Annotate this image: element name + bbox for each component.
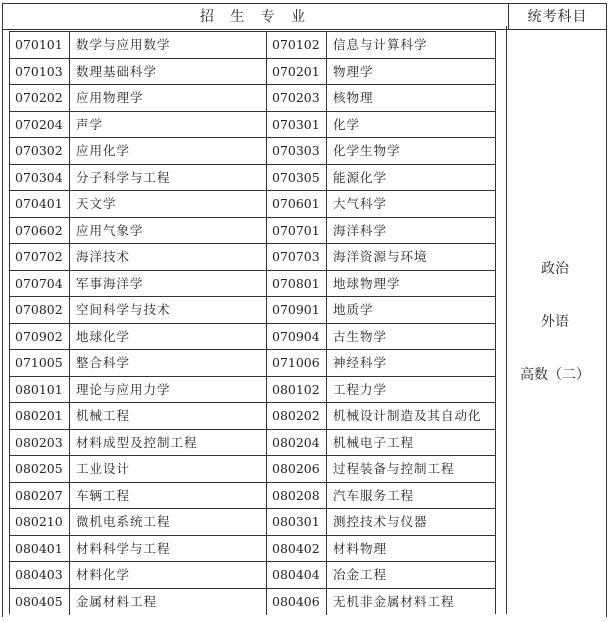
major-name: 工程力学	[333, 381, 388, 397]
table-row	[10, 191, 495, 218]
table-row	[10, 456, 495, 483]
major-code: 070103	[10, 59, 70, 85]
table-row	[10, 430, 495, 457]
major-code: 070601	[267, 191, 327, 217]
table-row	[10, 324, 495, 351]
table-row	[10, 589, 495, 616]
major-code: 080406	[267, 589, 327, 616]
major-code: 070802	[10, 297, 70, 323]
major-name: 能源化学	[333, 169, 388, 185]
major-code: 080301	[267, 509, 327, 535]
major-name: 海洋技术	[70, 244, 267, 270]
major-name: 分子科学与工程	[70, 165, 267, 191]
major-name: 机械设计制造及其自动化	[333, 408, 482, 423]
table-row	[10, 244, 495, 271]
major-name: 应用物理学	[70, 85, 267, 111]
major-name: 材料成型及控制工程	[70, 430, 267, 456]
table-row	[10, 32, 495, 59]
major-name: 材料科学与工程	[70, 536, 267, 562]
major-name: 海洋科学	[333, 222, 388, 238]
major-name: 材料化学	[70, 562, 267, 588]
major-code: 070304	[10, 165, 70, 191]
exam-subject: 政治	[541, 261, 569, 277]
table-row	[10, 509, 495, 536]
major-code: 080202	[267, 403, 327, 429]
major-code: 080402	[267, 536, 327, 562]
major-code: 070301	[267, 112, 327, 138]
major-name: 物理学	[333, 63, 374, 79]
major-name: 地球化学	[70, 324, 267, 350]
table-row	[10, 377, 495, 404]
major-name: 化学	[333, 116, 361, 132]
header-major: 招 生 专 业	[3, 4, 509, 30]
table-row	[10, 165, 495, 192]
major-name: 车辆工程	[70, 483, 267, 509]
major-name: 地质学	[333, 302, 374, 317]
major-code: 080404	[267, 562, 327, 588]
major-code: 080102	[267, 377, 327, 403]
major-code: 070602	[10, 218, 70, 244]
major-grid	[9, 31, 496, 614]
major-name: 汽车服务工程	[333, 487, 415, 503]
major-code: 070801	[267, 271, 327, 297]
major-code: 070204	[10, 112, 70, 138]
major-name: 机械电子工程	[333, 434, 415, 450]
major-code: 070202	[10, 85, 70, 111]
major-name: 数理基础科学	[70, 59, 267, 85]
major-code: 070401	[10, 191, 70, 217]
table-row	[10, 350, 495, 377]
major-name: 应用气象学	[70, 218, 267, 244]
major-name: 军事海洋学	[70, 271, 267, 297]
major-code: 080401	[10, 536, 70, 562]
major-code: 070701	[267, 218, 327, 244]
table-row	[10, 59, 495, 86]
major-name: 微机电系统工程	[70, 509, 267, 535]
table-row	[10, 483, 495, 510]
major-code: 080210	[10, 509, 70, 535]
major-code: 071005	[10, 350, 70, 376]
table-row	[10, 85, 495, 112]
major-name: 大气科学	[333, 196, 388, 211]
major-code: 080206	[267, 456, 327, 482]
major-code: 080101	[10, 377, 70, 403]
major-name: 古生物学	[333, 328, 388, 344]
exam-subject: 外语	[541, 314, 569, 330]
major-code: 070702	[10, 244, 70, 270]
major-code: 070703	[267, 244, 327, 270]
table-row	[10, 138, 495, 165]
table-row	[10, 403, 495, 430]
exam-subject: 高数（二）	[520, 367, 590, 383]
table-row	[10, 271, 495, 298]
major-code: 080201	[10, 403, 70, 429]
major-name: 信息与计算科学	[333, 37, 428, 52]
header-subject: 统考科目	[509, 4, 606, 30]
table-row	[10, 218, 495, 245]
major-code: 080405	[10, 589, 70, 616]
major-name: 整合科学	[70, 350, 267, 376]
major-name: 神经科学	[333, 355, 388, 370]
major-code: 070303	[267, 138, 327, 164]
major-code: 070201	[267, 59, 327, 85]
major-name: 数学与应用数学	[70, 32, 267, 58]
major-code: 080403	[10, 562, 70, 588]
major-code: 070901	[267, 297, 327, 323]
exam-subjects	[507, 255, 603, 414]
major-code: 070101	[10, 32, 70, 58]
table-row	[10, 297, 495, 324]
major-name: 工业设计	[70, 456, 267, 482]
major-code: 071006	[267, 350, 327, 376]
table-row	[10, 112, 495, 139]
major-name: 机械工程	[70, 403, 267, 429]
major-code: 080208	[267, 483, 327, 509]
major-code: 070203	[267, 85, 327, 111]
major-name: 海洋资源与环境	[333, 249, 428, 264]
major-name: 化学生物学	[333, 143, 401, 158]
major-code: 070902	[10, 324, 70, 350]
major-code: 070305	[267, 165, 327, 191]
major-name: 应用化学	[70, 138, 267, 164]
major-name: 无机非金属材料工程	[333, 593, 455, 609]
major-name: 天文学	[70, 191, 267, 217]
major-code: 080207	[10, 483, 70, 509]
major-name: 理论与应用力学	[70, 377, 267, 403]
major-code: 070904	[267, 324, 327, 350]
major-name: 过程装备与控制工程	[333, 461, 455, 476]
major-name: 金属材料工程	[70, 589, 267, 616]
major-name: 空间科学与技术	[70, 297, 267, 323]
major-code: 080205	[10, 456, 70, 482]
major-name: 测控技术与仪器	[333, 514, 428, 529]
table-row	[10, 536, 495, 563]
major-name: 声学	[70, 112, 267, 138]
major-code: 080203	[10, 430, 70, 456]
major-name: 冶金工程	[333, 567, 388, 582]
table-row	[10, 562, 495, 589]
major-name: 材料物理	[333, 540, 388, 556]
major-name: 核物理	[333, 90, 374, 105]
major-code: 080204	[267, 430, 327, 456]
major-code: 070704	[10, 271, 70, 297]
major-name: 地球物理学	[333, 275, 401, 291]
major-code: 070102	[267, 32, 327, 58]
major-code: 070302	[10, 138, 70, 164]
